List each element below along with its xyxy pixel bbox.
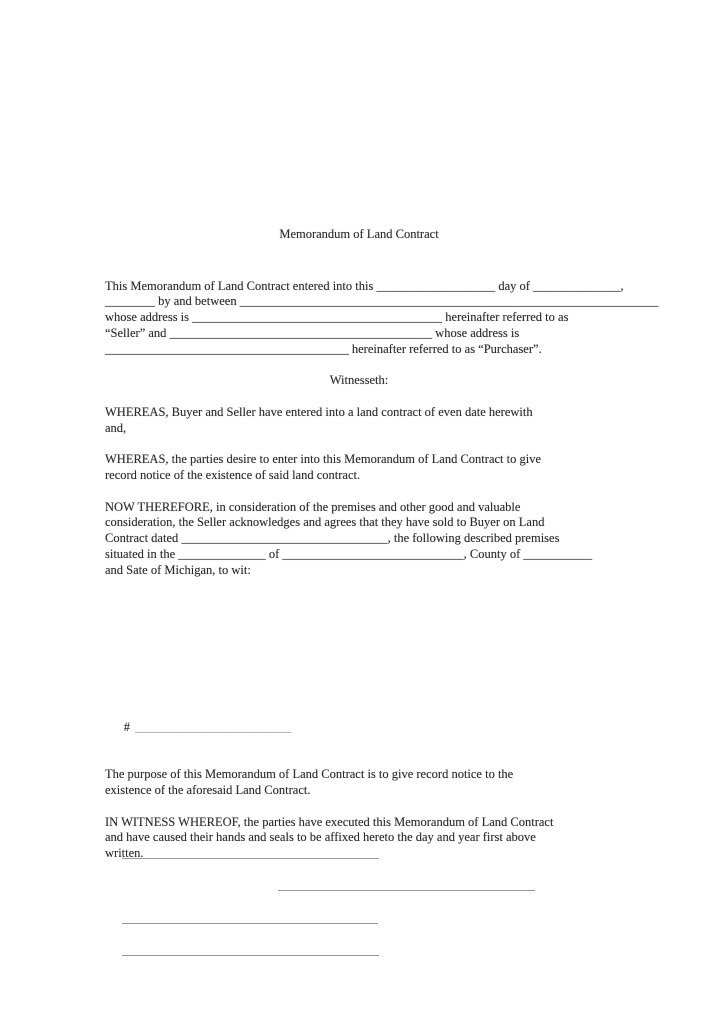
whereas-paragraph-2: [105, 452, 613, 483]
signature-line-1: [122, 858, 379, 859]
text-line: and,: [105, 420, 127, 435]
text-line: written.: [105, 846, 144, 861]
signature-line-3: [122, 923, 378, 924]
witnesseth-heading: Witnesseth:: [329, 373, 389, 388]
document-body: [105, 0, 659, 862]
text-line: _______________________________________ hereinafter referred to as “Purchaser”.: [105, 341, 542, 356]
whereas-paragraph-1: [105, 405, 613, 436]
text-line: consideration, the Seller acknowledges and agrees that they have sold to Buyer on Land: [105, 515, 545, 530]
purpose-paragraph: [105, 767, 613, 798]
text-line: WHEREAS, the parties desire to enter into this Memorandum of Land Contract to give: [105, 452, 542, 467]
parcel-number-blank: _________________________: [135, 719, 292, 734]
text-line: existence of the aforesaid Land Contract.: [105, 783, 311, 798]
intro-paragraph: [105, 278, 659, 358]
text-line: whose address is ________________________________________ hereinafter referred to as: [105, 310, 569, 325]
text-line: This Memorandum of Land Contract entered into this ___________________ day of ______________,: [105, 278, 624, 293]
now-therefore-paragraph: [105, 500, 613, 579]
parcel-number-prefix: #: [123, 719, 130, 734]
text-line: situated in the ______________ of _____________________________, County of ___________: [105, 546, 593, 561]
in-witness-paragraph: [105, 815, 613, 862]
text-line: and have caused their hands and seals to be affixed hereto the day and year first above: [105, 830, 536, 845]
text-line: NOW THEREFORE, in consideration of the premises and other good and valuable: [105, 499, 521, 514]
parcel-number-line: [105, 704, 613, 751]
text-line: The purpose of this Memorandum of Land Contract is to give record notice to the: [105, 767, 514, 782]
text-line: record notice of the existence of said land contract.: [105, 468, 361, 483]
text-line: Contract dated _________________________________, the following described premises: [105, 531, 560, 546]
text-line: and Sate of Michigan, to wit:: [105, 562, 251, 577]
text-line: “Seller” and __________________________________________ whose address is: [105, 325, 520, 340]
text-line: IN WITNESS WHEREOF, the parties have executed this Memorandum of Land Contract: [105, 814, 554, 829]
text-line: ________ by and between ___________________________________________________________________: [105, 294, 659, 309]
signature-line-4: [122, 955, 379, 956]
signature-line-2: [278, 890, 535, 891]
text-line: WHEREAS, Buyer and Seller have entered into a land contract of even date herewith: [105, 404, 533, 419]
document-title: Memorandum of Land Contract: [279, 227, 439, 241]
